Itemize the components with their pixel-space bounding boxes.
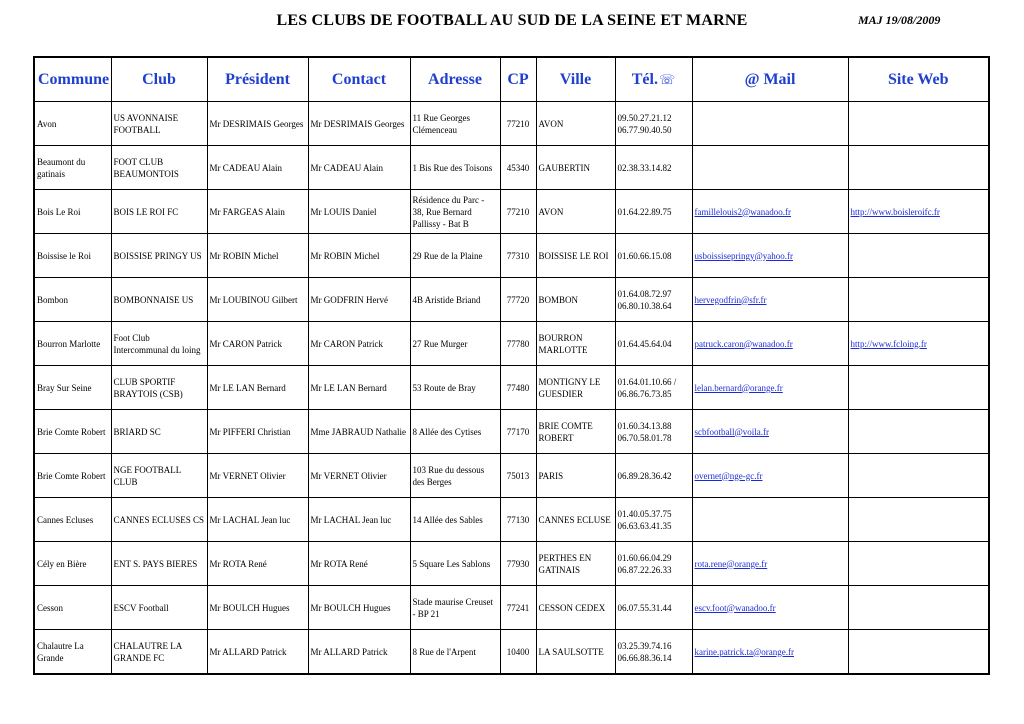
table-row: [34, 498, 989, 542]
table-row: [34, 146, 989, 190]
cell-contact: Mr DESRIMAIS Georges: [308, 102, 410, 146]
cell-tel: [615, 630, 692, 675]
cell-commune: Beaumont du gatinais: [34, 146, 111, 190]
cell-cp: 77130: [500, 498, 536, 542]
table-row: [34, 454, 989, 498]
cell-president: Mr BOULCH Hugues: [207, 586, 308, 630]
phone-number: 06.07.55.31.44: [617, 602, 672, 613]
cell-commune: Brie Comte Robert: [34, 454, 111, 498]
phone-number: 06.66.88.36.14: [617, 652, 672, 663]
cell-president: Mr CARON Patrick: [207, 322, 308, 366]
cell-contact: Mr ALLARD Patrick: [308, 630, 410, 675]
email-link[interactable]: rota.rene@orange.fr: [694, 558, 768, 569]
email-link[interactable]: lelan.bernard@orange.fr: [694, 382, 783, 393]
cell-cp: 77720: [500, 278, 536, 322]
table-row: [34, 630, 989, 675]
cell-club: BOMBONNAISE US: [111, 278, 207, 322]
cell-cp: 75013: [500, 454, 536, 498]
table-row: [34, 102, 989, 146]
column-header-club: Club: [111, 57, 207, 102]
cell-tel: [615, 586, 692, 630]
cell-commune: Chalautre La Grande: [34, 630, 111, 675]
cell-commune: Cesson: [34, 586, 111, 630]
cell-contact: Mr CARON Patrick: [308, 322, 410, 366]
cell-contact: Mr VERNET Olivier: [308, 454, 410, 498]
table-row: [34, 190, 989, 234]
cell-commune: Brie Comte Robert: [34, 410, 111, 454]
cell-cp: 45340: [500, 146, 536, 190]
cell-president: Mr DESRIMAIS Georges: [207, 102, 308, 146]
cell-ville: CANNES ECLUSE: [536, 498, 615, 542]
cell-mail: [692, 322, 848, 366]
cell-site: [848, 102, 989, 146]
telephone-icon: ☏: [658, 71, 676, 87]
cell-president: Mr ROBIN Michel: [207, 234, 308, 278]
cell-commune: Bois Le Roi: [34, 190, 111, 234]
column-header-cp: CP: [500, 57, 536, 102]
column-header-tel: [615, 57, 692, 102]
phone-number: 06.63.63.41.35: [617, 520, 672, 531]
cell-mail: [692, 586, 848, 630]
cell-adresse: 8 Allée des Cytises: [410, 410, 500, 454]
cell-contact: Mr CADEAU Alain: [308, 146, 410, 190]
cell-commune: Cannes Ecluses: [34, 498, 111, 542]
cell-president: Mr LE LAN Bernard: [207, 366, 308, 410]
cell-ville: BOISSISE LE ROI: [536, 234, 615, 278]
email-link[interactable]: scbfootball@voila.fr: [694, 426, 770, 437]
column-header-tel-label: Tél.: [631, 70, 658, 88]
phone-number: 01.64.01.10.66 /: [617, 376, 677, 387]
cell-mail: [692, 190, 848, 234]
email-link[interactable]: hervegodfrin@sfr.fr: [694, 294, 767, 305]
cell-site: [848, 146, 989, 190]
cell-club: BOISSISE PRINGY US: [111, 234, 207, 278]
cell-site: [848, 410, 989, 454]
cell-cp: 77480: [500, 366, 536, 410]
cell-president: Mr PIFFERI Christian: [207, 410, 308, 454]
cell-ville: MONTIGNY LE GUESDIER: [536, 366, 615, 410]
cell-club: FOOT CLUB BEAUMONTOIS: [111, 146, 207, 190]
cell-site: [848, 630, 989, 675]
cell-cp: 77210: [500, 102, 536, 146]
website-link[interactable]: http://www.boisleroifc.fr: [850, 206, 940, 217]
phone-number: 01.64.45.64.04: [617, 338, 672, 349]
cell-tel: [615, 542, 692, 586]
cell-cp: 77310: [500, 234, 536, 278]
table-row: [34, 234, 989, 278]
column-header-contact: Contact: [308, 57, 410, 102]
phone-number: 01.60.66.04.29: [617, 552, 672, 563]
cell-site: [848, 322, 989, 366]
cell-adresse: 4B Aristide Briand: [410, 278, 500, 322]
cell-adresse: 11 Rue Georges Clémenceau: [410, 102, 500, 146]
cell-site: [848, 586, 989, 630]
cell-adresse: 29 Rue de la Plaine: [410, 234, 500, 278]
table-header-row: [34, 57, 989, 102]
phone-number: 06.87.22.26.33: [617, 564, 672, 575]
cell-adresse: 53 Route de Bray: [410, 366, 500, 410]
cell-contact: Mme JABRAUD Nathalie: [308, 410, 410, 454]
cell-president: Mr VERNET Olivier: [207, 454, 308, 498]
cell-contact: Mr LE LAN Bernard: [308, 366, 410, 410]
cell-mail: [692, 542, 848, 586]
phone-number: 01.64.22.89.75: [617, 206, 672, 217]
phone-number: 06.70.58.01.78: [617, 432, 672, 443]
column-header-mail: @ Mail: [692, 57, 848, 102]
cell-adresse: Résidence du Parc - 38, Rue Bernard Pallissy - Bat B: [410, 190, 500, 234]
cell-tel: [615, 498, 692, 542]
cell-ville: PERTHES EN GATINAIS: [536, 542, 615, 586]
cell-cp: 77210: [500, 190, 536, 234]
cell-tel: [615, 322, 692, 366]
cell-tel: [615, 190, 692, 234]
cell-tel: [615, 102, 692, 146]
cell-cp: 77170: [500, 410, 536, 454]
phone-number: 09.50.27.21.12: [617, 112, 672, 123]
cell-ville: LA SAULSOTTE: [536, 630, 615, 675]
cell-ville: AVON: [536, 102, 615, 146]
cell-mail: [692, 410, 848, 454]
cell-president: Mr LOUBINOU Gilbert: [207, 278, 308, 322]
column-header-site: Site Web: [848, 57, 989, 102]
cell-cp: 10400: [500, 630, 536, 675]
cell-president: Mr LACHAL Jean luc: [207, 498, 308, 542]
cell-mail: [692, 102, 848, 146]
cell-ville: PARIS: [536, 454, 615, 498]
cell-mail: [692, 146, 848, 190]
cell-site: [848, 234, 989, 278]
cell-president: Mr FARGEAS Alain: [207, 190, 308, 234]
cell-club: CHALAUTRE LA GRANDE FC: [111, 630, 207, 675]
table-row: [34, 542, 989, 586]
phone-number: 03.25.39.74.16: [617, 640, 672, 651]
phone-number: 06.77.90.40.50: [617, 124, 672, 135]
cell-ville: BOURRON MARLOTTE: [536, 322, 615, 366]
cell-tel: [615, 146, 692, 190]
cell-adresse: 27 Rue Murger: [410, 322, 500, 366]
cell-site: [848, 366, 989, 410]
table-body: [34, 102, 989, 675]
cell-site: [848, 278, 989, 322]
cell-tel: [615, 454, 692, 498]
cell-ville: CESSON CEDEX: [536, 586, 615, 630]
phone-number: 01.60.66.15.08: [617, 250, 672, 261]
cell-contact: Mr BOULCH Hugues: [308, 586, 410, 630]
cell-club: NGE FOOTBALL CLUB: [111, 454, 207, 498]
phone-number: 06.89.28.36.42: [617, 470, 672, 481]
cell-site: [848, 454, 989, 498]
email-link[interactable]: overnet@nge-gc.fr: [694, 470, 763, 481]
phone-number: 02.38.33.14.82: [617, 162, 672, 173]
email-link[interactable]: usboissisepringy@yahoo.fr: [694, 250, 794, 261]
cell-cp: 77241: [500, 586, 536, 630]
cell-contact: Mr ROBIN Michel: [308, 234, 410, 278]
cell-contact: Mr LACHAL Jean luc: [308, 498, 410, 542]
cell-mail: [692, 234, 848, 278]
cell-mail: [692, 454, 848, 498]
column-header-adresse: Adresse: [410, 57, 500, 102]
phone-number: 01.64.08.72.97: [617, 288, 672, 299]
website-link[interactable]: http://www.fcloing.fr: [850, 338, 927, 349]
cell-mail: [692, 366, 848, 410]
email-link[interactable]: karine.patrick.ta@orange.fr: [694, 646, 794, 657]
cell-site: [848, 542, 989, 586]
cell-club: CANNES ECLUSES CS: [111, 498, 207, 542]
cell-contact: Mr GODFRIN Hervé: [308, 278, 410, 322]
cell-mail: [692, 630, 848, 675]
cell-tel: [615, 234, 692, 278]
cell-adresse: 1 Bis Rue des Toisons: [410, 146, 500, 190]
table-row: [34, 278, 989, 322]
cell-ville: BRIE COMTE ROBERT: [536, 410, 615, 454]
cell-ville: AVON: [536, 190, 615, 234]
clubs-table: [33, 56, 990, 675]
cell-president: Mr ROTA René: [207, 542, 308, 586]
email-link[interactable]: famillelouis2@wanadoo.fr: [694, 206, 792, 217]
cell-club: BRIARD SC: [111, 410, 207, 454]
cell-adresse: 103 Rue du dessous des Berges: [410, 454, 500, 498]
cell-commune: Bourron Marlotte: [34, 322, 111, 366]
cell-site: [848, 190, 989, 234]
cell-commune: Bombon: [34, 278, 111, 322]
cell-club: CLUB SPORTIF BRAYTOIS (CSB): [111, 366, 207, 410]
column-header-ville: Ville: [536, 57, 615, 102]
phone-number: 06.86.76.73.85: [617, 388, 672, 399]
cell-adresse: Stade maurise Creuset - BP 21: [410, 586, 500, 630]
cell-ville: GAUBERTIN: [536, 146, 615, 190]
cell-club: ESCV Football: [111, 586, 207, 630]
cell-adresse: 14 Allée des Sables: [410, 498, 500, 542]
phone-number: 01.60.34.13.88: [617, 420, 672, 431]
cell-adresse: 8 Rue de l'Arpent: [410, 630, 500, 675]
cell-site: [848, 498, 989, 542]
page-title: LES CLUBS DE FOOTBALL AU SUD DE LA SEINE ET MARNE: [276, 12, 748, 29]
cell-club: US AVONNAISE FOOTBALL: [111, 102, 207, 146]
table-row: [34, 322, 989, 366]
cell-club: Foot Club Intercommunal du loing: [111, 322, 207, 366]
update-date: MAJ 19/08/2009: [858, 13, 941, 27]
cell-commune: Bray Sur Seine: [34, 366, 111, 410]
table-row: [34, 586, 989, 630]
cell-commune: Cély en Bière: [34, 542, 111, 586]
cell-adresse: 5 Square Les Sablons: [410, 542, 500, 586]
cell-club: BOIS LE ROI FC: [111, 190, 207, 234]
email-link[interactable]: patruck.caron@wanadoo.fr: [694, 338, 793, 349]
cell-commune: Boissise le Roi: [34, 234, 111, 278]
cell-cp: 77780: [500, 322, 536, 366]
cell-club: ENT S. PAYS BIERES: [111, 542, 207, 586]
cell-cp: 77930: [500, 542, 536, 586]
cell-tel: [615, 410, 692, 454]
phone-number: 01.40.05.37.75: [617, 508, 672, 519]
cell-contact: Mr LOUIS Daniel: [308, 190, 410, 234]
column-header-president: Président: [207, 57, 308, 102]
table-row: [34, 366, 989, 410]
email-link[interactable]: escv.foot@wanadoo.fr: [694, 602, 776, 613]
cell-tel: [615, 366, 692, 410]
column-header-commune: Commune: [34, 57, 111, 102]
cell-mail: [692, 498, 848, 542]
phone-number: 06.80.10.38.64: [617, 300, 672, 311]
cell-contact: Mr ROTA René: [308, 542, 410, 586]
cell-ville: BOMBON: [536, 278, 615, 322]
cell-president: Mr CADEAU Alain: [207, 146, 308, 190]
cell-tel: [615, 278, 692, 322]
table-row: [34, 410, 989, 454]
cell-mail: [692, 278, 848, 322]
cell-commune: Avon: [34, 102, 111, 146]
cell-president: Mr ALLARD Patrick: [207, 630, 308, 675]
